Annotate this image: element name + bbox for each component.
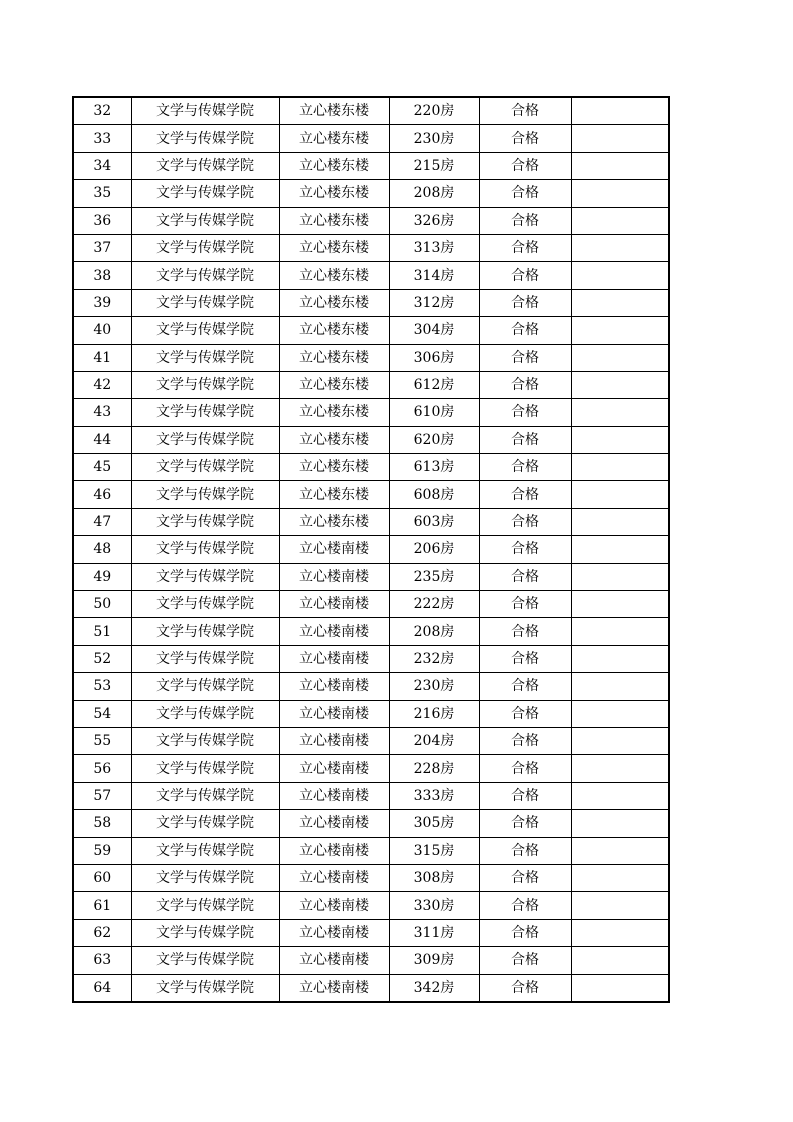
college-cell: 文学与传媒学院 [131,536,279,563]
row-number-cell: 49 [73,563,131,590]
table-row [73,289,669,316]
room-cell: 235房 [389,563,479,590]
row-number-cell: 63 [73,947,131,974]
table-row [73,508,669,535]
table-row [73,755,669,782]
row-number-cell: 47 [73,508,131,535]
result-cell: 合格 [479,426,571,453]
note-cell [571,317,669,344]
row-number-cell: 32 [73,97,131,125]
note-cell [571,673,669,700]
college-cell: 文学与传媒学院 [131,125,279,152]
note-cell [571,974,669,1002]
room-cell: 216房 [389,700,479,727]
college-cell: 文学与传媒学院 [131,563,279,590]
table-row [73,152,669,179]
college-cell: 文学与传媒学院 [131,892,279,919]
result-cell: 合格 [479,755,571,782]
building-cell: 立心楼东楼 [279,508,389,535]
college-cell: 文学与传媒学院 [131,234,279,261]
row-number-cell: 64 [73,974,131,1002]
result-cell: 合格 [479,782,571,809]
college-cell: 文学与传媒学院 [131,673,279,700]
room-cell: 314房 [389,262,479,289]
note-cell [571,399,669,426]
note-cell [571,180,669,207]
result-cell: 合格 [479,125,571,152]
row-number-cell: 35 [73,180,131,207]
college-cell: 文学与传媒学院 [131,782,279,809]
result-cell: 合格 [479,152,571,179]
result-cell: 合格 [479,481,571,508]
college-cell: 文学与传媒学院 [131,262,279,289]
building-cell: 立心楼东楼 [279,454,389,481]
result-cell: 合格 [479,618,571,645]
room-cell: 208房 [389,180,479,207]
row-number-cell: 54 [73,700,131,727]
note-cell [571,755,669,782]
table-row [73,700,669,727]
room-cell: 304房 [389,317,479,344]
table-row [73,618,669,645]
row-number-cell: 53 [73,673,131,700]
row-number-cell: 44 [73,426,131,453]
result-cell: 合格 [479,180,571,207]
result-cell: 合格 [479,289,571,316]
room-cell: 230房 [389,125,479,152]
room-cell: 228房 [389,755,479,782]
row-number-cell: 48 [73,536,131,563]
room-cell: 610房 [389,399,479,426]
table-row [73,591,669,618]
room-cell: 309房 [389,947,479,974]
room-cell: 308房 [389,864,479,891]
table-row [73,727,669,754]
row-number-cell: 58 [73,810,131,837]
building-cell: 立心楼南楼 [279,618,389,645]
note-cell [571,262,669,289]
table-row [73,645,669,672]
note-cell [571,344,669,371]
building-cell: 立心楼东楼 [279,152,389,179]
result-cell: 合格 [479,371,571,398]
building-cell: 立心楼南楼 [279,974,389,1002]
note-cell [571,864,669,891]
row-number-cell: 41 [73,344,131,371]
table-row [73,947,669,974]
row-number-cell: 37 [73,234,131,261]
room-cell: 222房 [389,591,479,618]
note-cell [571,782,669,809]
result-cell: 合格 [479,344,571,371]
college-cell: 文学与传媒学院 [131,317,279,344]
building-cell: 立心楼东楼 [279,371,389,398]
building-cell: 立心楼南楼 [279,700,389,727]
college-cell: 文学与传媒学院 [131,454,279,481]
note-cell [571,810,669,837]
room-cell: 603房 [389,508,479,535]
building-cell: 立心楼东楼 [279,97,389,125]
table-row [73,892,669,919]
table-row [73,125,669,152]
note-cell [571,837,669,864]
college-cell: 文学与传媒学院 [131,344,279,371]
result-cell: 合格 [479,727,571,754]
room-cell: 232房 [389,645,479,672]
table-row [73,97,669,125]
table-row [73,426,669,453]
row-number-cell: 50 [73,591,131,618]
building-cell: 立心楼东楼 [279,207,389,234]
building-cell: 立心楼南楼 [279,892,389,919]
table-row [73,317,669,344]
college-cell: 文学与传媒学院 [131,700,279,727]
note-cell [571,536,669,563]
row-number-cell: 39 [73,289,131,316]
college-cell: 文学与传媒学院 [131,727,279,754]
room-cell: 613房 [389,454,479,481]
row-number-cell: 33 [73,125,131,152]
building-cell: 立心楼南楼 [279,563,389,590]
result-cell: 合格 [479,399,571,426]
building-cell: 立心楼南楼 [279,782,389,809]
college-cell: 文学与传媒学院 [131,864,279,891]
building-cell: 立心楼南楼 [279,947,389,974]
table-row [73,399,669,426]
college-cell: 文学与传媒学院 [131,755,279,782]
table-row [73,481,669,508]
building-cell: 立心楼南楼 [279,810,389,837]
college-cell: 文学与传媒学院 [131,97,279,125]
note-cell [571,645,669,672]
result-cell: 合格 [479,454,571,481]
building-cell: 立心楼南楼 [279,673,389,700]
note-cell [571,454,669,481]
room-cell: 204房 [389,727,479,754]
note-cell [571,234,669,261]
room-cell: 306房 [389,344,479,371]
college-cell: 文学与传媒学院 [131,591,279,618]
row-number-cell: 62 [73,919,131,946]
college-cell: 文学与传媒学院 [131,618,279,645]
room-cell: 215房 [389,152,479,179]
row-number-cell: 40 [73,317,131,344]
row-number-cell: 38 [73,262,131,289]
row-number-cell: 46 [73,481,131,508]
note-cell [571,727,669,754]
college-cell: 文学与传媒学院 [131,508,279,535]
note-cell [571,919,669,946]
college-cell: 文学与传媒学院 [131,152,279,179]
college-cell: 文学与传媒学院 [131,371,279,398]
result-cell: 合格 [479,974,571,1002]
result-cell: 合格 [479,947,571,974]
result-cell: 合格 [479,97,571,125]
room-cell: 206房 [389,536,479,563]
building-cell: 立心楼东楼 [279,317,389,344]
table-row [73,864,669,891]
college-cell: 文学与传媒学院 [131,180,279,207]
table-row [73,234,669,261]
building-cell: 立心楼东楼 [279,125,389,152]
college-cell: 文学与传媒学院 [131,289,279,316]
building-cell: 立心楼南楼 [279,755,389,782]
note-cell [571,700,669,727]
note-cell [571,289,669,316]
note-cell [571,481,669,508]
room-cell: 315房 [389,837,479,864]
result-cell: 合格 [479,317,571,344]
building-cell: 立心楼南楼 [279,864,389,891]
note-cell [571,508,669,535]
building-cell: 立心楼东楼 [279,344,389,371]
row-number-cell: 52 [73,645,131,672]
result-cell: 合格 [479,207,571,234]
college-cell: 文学与传媒学院 [131,810,279,837]
result-cell: 合格 [479,673,571,700]
table-body [73,97,669,1002]
table-row [73,837,669,864]
table-row [73,810,669,837]
note-cell [571,97,669,125]
college-cell: 文学与传媒学院 [131,645,279,672]
building-cell: 立心楼南楼 [279,727,389,754]
result-cell: 合格 [479,700,571,727]
table-row [73,782,669,809]
result-cell: 合格 [479,563,571,590]
building-cell: 立心楼东楼 [279,426,389,453]
note-cell [571,563,669,590]
table-row [73,536,669,563]
room-cell: 230房 [389,673,479,700]
building-cell: 立心楼东楼 [279,399,389,426]
note-cell [571,618,669,645]
building-cell: 立心楼东楼 [279,481,389,508]
table-row [73,180,669,207]
row-number-cell: 56 [73,755,131,782]
note-cell [571,207,669,234]
result-cell: 合格 [479,645,571,672]
room-cell: 305房 [389,810,479,837]
result-cell: 合格 [479,536,571,563]
building-cell: 立心楼南楼 [279,591,389,618]
row-number-cell: 51 [73,618,131,645]
room-cell: 208房 [389,618,479,645]
college-cell: 文学与传媒学院 [131,399,279,426]
room-cell: 333房 [389,782,479,809]
building-cell: 立心楼东楼 [279,262,389,289]
room-cell: 612房 [389,371,479,398]
room-cell: 312房 [389,289,479,316]
result-cell: 合格 [479,262,571,289]
building-cell: 立心楼东楼 [279,180,389,207]
inspection-table [72,96,670,1003]
table-row [73,454,669,481]
table-row [73,974,669,1002]
building-cell: 立心楼南楼 [279,919,389,946]
note-cell [571,152,669,179]
college-cell: 文学与传媒学院 [131,919,279,946]
room-cell: 608房 [389,481,479,508]
row-number-cell: 55 [73,727,131,754]
note-cell [571,591,669,618]
table-row [73,673,669,700]
building-cell: 立心楼南楼 [279,536,389,563]
building-cell: 立心楼南楼 [279,837,389,864]
row-number-cell: 60 [73,864,131,891]
room-cell: 311房 [389,919,479,946]
result-cell: 合格 [479,864,571,891]
table-row [73,344,669,371]
room-cell: 330房 [389,892,479,919]
note-cell [571,371,669,398]
table-row [73,371,669,398]
row-number-cell: 42 [73,371,131,398]
note-cell [571,947,669,974]
college-cell: 文学与传媒学院 [131,974,279,1002]
result-cell: 合格 [479,508,571,535]
college-cell: 文学与传媒学院 [131,207,279,234]
college-cell: 文学与传媒学院 [131,426,279,453]
college-cell: 文学与传媒学院 [131,947,279,974]
table-row [73,563,669,590]
result-cell: 合格 [479,919,571,946]
table-row [73,207,669,234]
note-cell [571,892,669,919]
note-cell [571,125,669,152]
building-cell: 立心楼东楼 [279,234,389,261]
room-cell: 326房 [389,207,479,234]
row-number-cell: 57 [73,782,131,809]
college-cell: 文学与传媒学院 [131,481,279,508]
result-cell: 合格 [479,591,571,618]
room-cell: 342房 [389,974,479,1002]
result-cell: 合格 [479,892,571,919]
row-number-cell: 45 [73,454,131,481]
table-row [73,262,669,289]
result-cell: 合格 [479,837,571,864]
room-cell: 620房 [389,426,479,453]
result-cell: 合格 [479,810,571,837]
row-number-cell: 34 [73,152,131,179]
table-row [73,919,669,946]
building-cell: 立心楼南楼 [279,645,389,672]
building-cell: 立心楼东楼 [279,289,389,316]
room-cell: 313房 [389,234,479,261]
row-number-cell: 43 [73,399,131,426]
row-number-cell: 61 [73,892,131,919]
note-cell [571,426,669,453]
result-cell: 合格 [479,234,571,261]
college-cell: 文学与传媒学院 [131,837,279,864]
row-number-cell: 59 [73,837,131,864]
room-cell: 220房 [389,97,479,125]
row-number-cell: 36 [73,207,131,234]
